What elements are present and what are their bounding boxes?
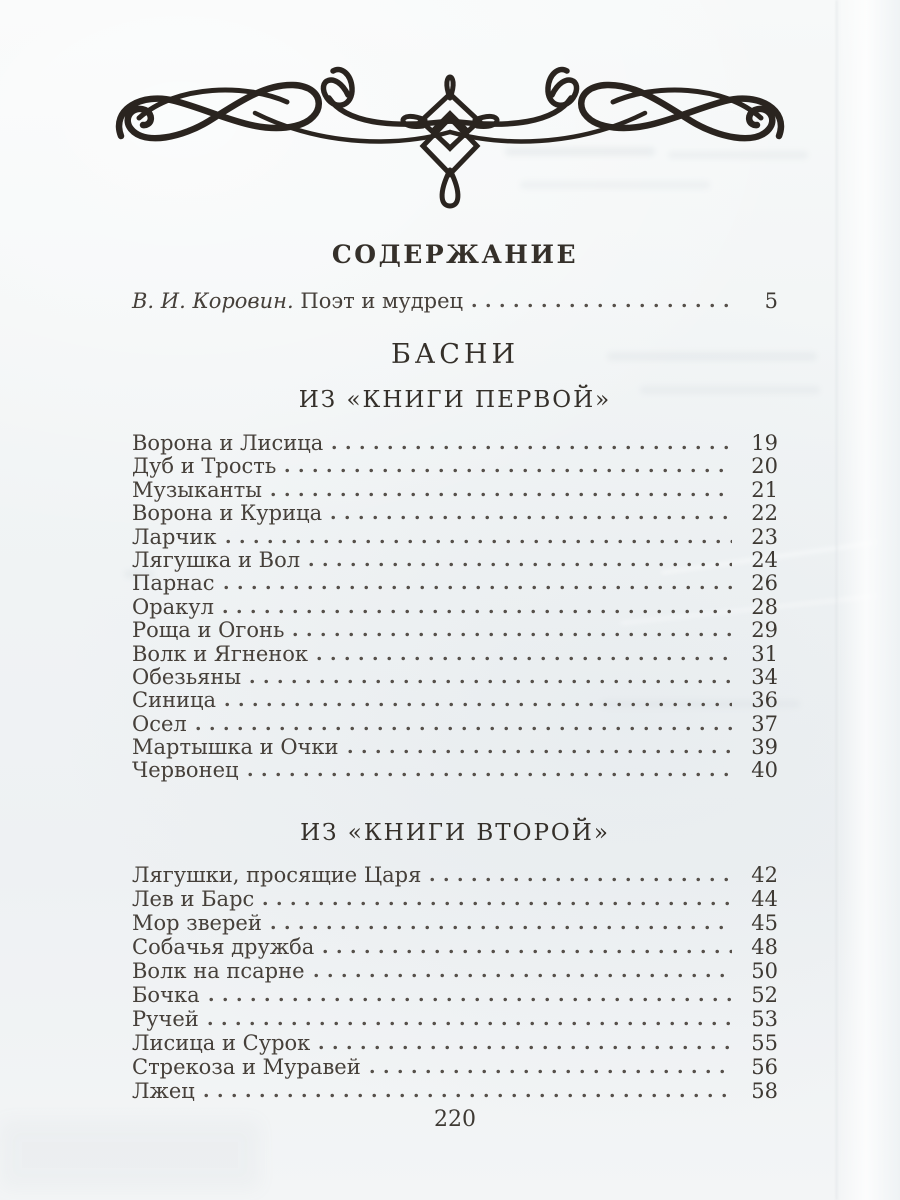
entry-title: Мор зверей	[132, 910, 262, 935]
entry-page: 26	[751, 571, 778, 596]
entry-title: Ларчик	[132, 524, 217, 549]
entry-page: 44	[751, 886, 778, 911]
entry-page: 40	[751, 758, 778, 783]
dot-leader	[263, 901, 732, 906]
toc-row	[132, 1055, 778, 1079]
entry-title: Волк на псарне	[132, 958, 305, 983]
entry-title: Оракул	[132, 594, 215, 619]
dot-leader	[225, 702, 732, 707]
intro-title: Поэт и мудрец	[300, 289, 464, 313]
dot-leader	[223, 609, 732, 614]
dot-leader	[317, 656, 732, 661]
entry-page: 21	[751, 477, 778, 502]
dot-leader	[331, 515, 732, 520]
toc-content	[132, 241, 778, 1132]
dot-leader	[271, 492, 732, 497]
entry-title: Волк и Ягненок	[132, 641, 309, 666]
toc-row	[132, 689, 778, 712]
toc-row	[132, 911, 778, 935]
entry-title: Бочка	[132, 982, 200, 1007]
toc-list-book2	[132, 863, 778, 1103]
dot-leader	[309, 562, 732, 567]
toc-row	[132, 643, 778, 666]
dot-leader	[208, 1021, 732, 1026]
contents-title: СОДЕРЖАНИЕ	[331, 240, 579, 269]
entry-title: Лягушка и Вол	[132, 547, 301, 572]
entry-title: Лягушки, просящие Царя	[132, 862, 422, 887]
intro-author: В. И. Коровин.	[132, 289, 294, 313]
entry-page: 53	[751, 1006, 778, 1031]
toc-row	[132, 502, 778, 525]
toc-row	[132, 1079, 778, 1103]
entry-page: 28	[751, 594, 778, 619]
dot-leader	[314, 973, 732, 978]
part-title: БАСНИ	[390, 339, 520, 370]
entry-title: Осел	[132, 711, 187, 736]
entry-page: 45	[751, 910, 778, 935]
dot-leader	[224, 585, 732, 590]
entry-page: 22	[751, 501, 778, 526]
entry-page: 23	[751, 524, 778, 549]
toc-row	[132, 479, 778, 502]
section-heading-book2: ИЗ «КНИГИ ВТОРОЙ»	[300, 819, 610, 846]
intro-row	[132, 289, 778, 313]
entry-page: 55	[751, 1030, 778, 1055]
dot-leader	[430, 877, 732, 882]
toc-list-book1	[132, 432, 778, 783]
toc-row	[132, 572, 778, 595]
toc-row	[132, 935, 778, 959]
page-crease-line	[836, 0, 839, 1200]
toc-row	[132, 1007, 778, 1031]
entry-title: Парнас	[132, 571, 215, 596]
toc-row	[132, 713, 778, 736]
toc-row	[132, 863, 778, 887]
toc-row	[132, 549, 778, 572]
entry-title: Обезьяны	[132, 664, 242, 689]
entry-title: Музыканты	[132, 477, 262, 502]
entry-page: 50	[751, 958, 778, 983]
dot-leader	[472, 303, 732, 308]
page-edge-shadow	[838, 0, 900, 1200]
entry-title: Роща и Огонь	[132, 618, 285, 643]
toc-row	[132, 983, 778, 1007]
entry-page: 58	[751, 1078, 778, 1103]
dot-leader	[319, 1045, 732, 1050]
entry-page: 56	[751, 1054, 778, 1079]
dot-leader	[209, 997, 732, 1002]
entry-page: 19	[751, 431, 778, 455]
entry-title: Ручей	[132, 1006, 199, 1031]
dot-leader	[226, 539, 733, 544]
toc-row	[132, 455, 778, 478]
entry-title: Червонец	[132, 758, 239, 783]
entry-page: 36	[751, 688, 778, 713]
toc-row	[132, 666, 778, 689]
section-heading-book1: ИЗ «КНИГИ ПЕРВОЙ»	[298, 387, 612, 413]
dot-leader	[348, 749, 732, 754]
toc-row	[132, 596, 778, 619]
entry-page: 24	[751, 547, 778, 572]
dot-leader	[285, 468, 732, 473]
dot-leader	[250, 679, 732, 684]
dot-leader	[271, 925, 732, 930]
toc-row	[132, 887, 778, 911]
entry-page: 31	[751, 641, 778, 666]
folio-page-number: 220	[434, 1106, 476, 1132]
entry-title: Ворона и Лисица	[132, 431, 324, 455]
entry-title: Стрекоза и Муравей	[132, 1054, 361, 1079]
entry-page: 34	[751, 664, 778, 689]
flourish-ornament-icon	[105, 58, 795, 208]
entry-title: Ворона и Курица	[132, 501, 323, 526]
toc-row	[132, 736, 778, 759]
toc-row	[132, 1031, 778, 1055]
entry-page: 29	[751, 618, 778, 643]
dot-leader	[332, 445, 732, 450]
dot-leader	[323, 949, 732, 954]
entry-title: Собачья дружба	[132, 934, 315, 959]
entry-page: 42	[751, 862, 778, 887]
dot-leader	[196, 726, 732, 731]
toc-row	[132, 432, 778, 455]
entry-title: Синица	[132, 688, 217, 713]
toc-row	[132, 759, 778, 782]
entry-title: Мартышка и Очки	[132, 735, 339, 760]
entry-page: 52	[751, 982, 778, 1007]
entry-title: Лисица и Сурок	[132, 1030, 311, 1055]
dot-leader	[370, 1069, 732, 1074]
entry-page: 37	[751, 711, 778, 736]
toc-row	[132, 526, 778, 549]
entry-title: Лев и Барс	[132, 886, 255, 911]
entry-page: 20	[751, 454, 778, 479]
dot-leader	[204, 1093, 732, 1098]
dot-leader	[248, 772, 733, 777]
entry-page: 48	[751, 934, 778, 959]
dot-leader	[293, 632, 732, 637]
entry-page: 39	[751, 735, 778, 760]
entry-title: Дуб и Трость	[132, 454, 277, 479]
entry-title: Лжец	[132, 1078, 195, 1103]
toc-row	[132, 619, 778, 642]
toc-row	[132, 959, 778, 983]
intro-page-number: 5	[764, 289, 778, 313]
